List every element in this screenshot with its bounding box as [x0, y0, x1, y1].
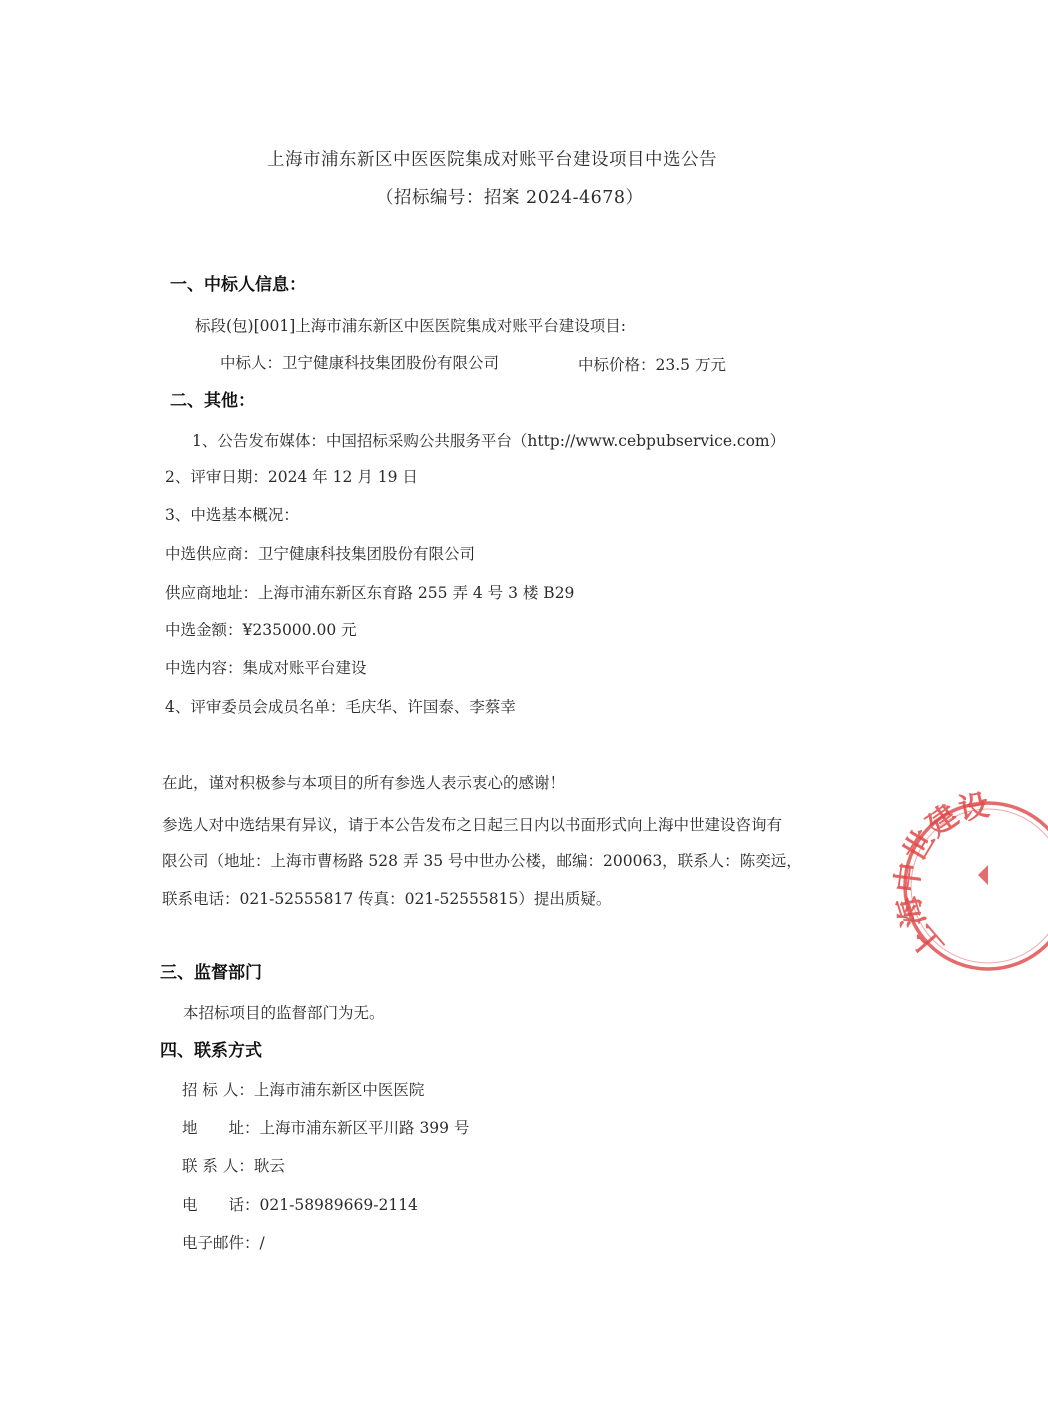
contact-row-phone: [182, 1195, 418, 1215]
contact-row-person: [182, 1156, 285, 1176]
contact-label: 电 话：: [182, 1196, 260, 1214]
winning-price: 中标价格：23.5 万元: [578, 356, 726, 374]
item-summary-heading: 3、中选基本概况：: [165, 506, 299, 524]
objection-line-3: 联系电话：021-52555817 传真：021-52555815）提出质疑。: [162, 890, 612, 908]
objection-line-1: 参选人对中选结果有异议，请于本公告发布之日起三日内以书面形式向上海中世建设咨询有: [162, 816, 783, 834]
contact-label: 联 系 人：: [182, 1157, 254, 1175]
contact-value: 021-58989669-2114: [259, 1196, 418, 1214]
contact-row-address: [182, 1118, 469, 1138]
contact-value: 上海市浦东新区中医医院: [253, 1081, 425, 1099]
contact-row-email: [182, 1233, 265, 1253]
contact-label: 电子邮件：: [182, 1234, 260, 1252]
item-supplier-address: 供应商地址：上海市浦东新区东育路 255 弄 4 号 3 楼 B29: [165, 584, 575, 602]
item-supplier: 中选供应商：卫宁健康科技集团股份有限公司: [165, 545, 476, 563]
section-heading-contact: 四、联系方式: [160, 1041, 262, 1061]
svg-text:上海中世建设: [890, 788, 992, 964]
contact-label: 招 标 人：: [182, 1081, 254, 1099]
section-heading-supervision: 三、监督部门: [160, 963, 262, 983]
tender-number: （招标编号：招案 2024-4678）: [376, 188, 644, 208]
item-content: 中选内容：集成对账平台建设: [165, 659, 367, 677]
contact-row-tenderer: [182, 1080, 424, 1100]
contact-value: 上海市浦东新区平川路 399 号: [259, 1119, 470, 1137]
seal-text: 上海中世建设: [889, 787, 992, 964]
contact-value: 耿云: [253, 1157, 285, 1175]
winner-name: 中标人：卫宁健康科技集团股份有限公司: [220, 354, 500, 372]
item-review-date: 2、评审日期：2024 年 12 月 19 日: [165, 468, 418, 486]
contact-value: /: [259, 1234, 265, 1252]
item-committee: 4、评审委员会成员名单：毛庆华、许国泰、李蔡幸: [165, 698, 516, 716]
objection-line-2: 限公司（地址：上海市曹杨路 528 弄 35 号中世办公楼，邮编：200063，联系人：陈奕远，: [162, 852, 802, 870]
document-title: 上海市浦东新区中医医院集成对账平台建设项目中选公告: [267, 150, 717, 170]
item-amount: 中选金额：¥235000.00 元: [165, 621, 357, 639]
thanks-text: 在此，谨对积极参与本项目的所有参选人表示衷心的感谢！: [162, 774, 566, 792]
section-heading-winner-info: 一、中标人信息：: [170, 275, 306, 295]
lot-description: 标段(包)[001]上海市浦东新区中医医院集成对账平台建设项目:: [195, 317, 626, 335]
company-seal-stamp: [889, 787, 1048, 977]
section-heading-other: 二、其他：: [170, 391, 255, 411]
supervision-text: 本招标项目的监督部门为无。: [183, 1004, 385, 1022]
contact-label: 地 址：: [182, 1119, 260, 1137]
item-publish-media: 1、公告发布媒体：中国招标采购公共服务平台（http://www.cebpubservice.com）: [192, 432, 786, 450]
